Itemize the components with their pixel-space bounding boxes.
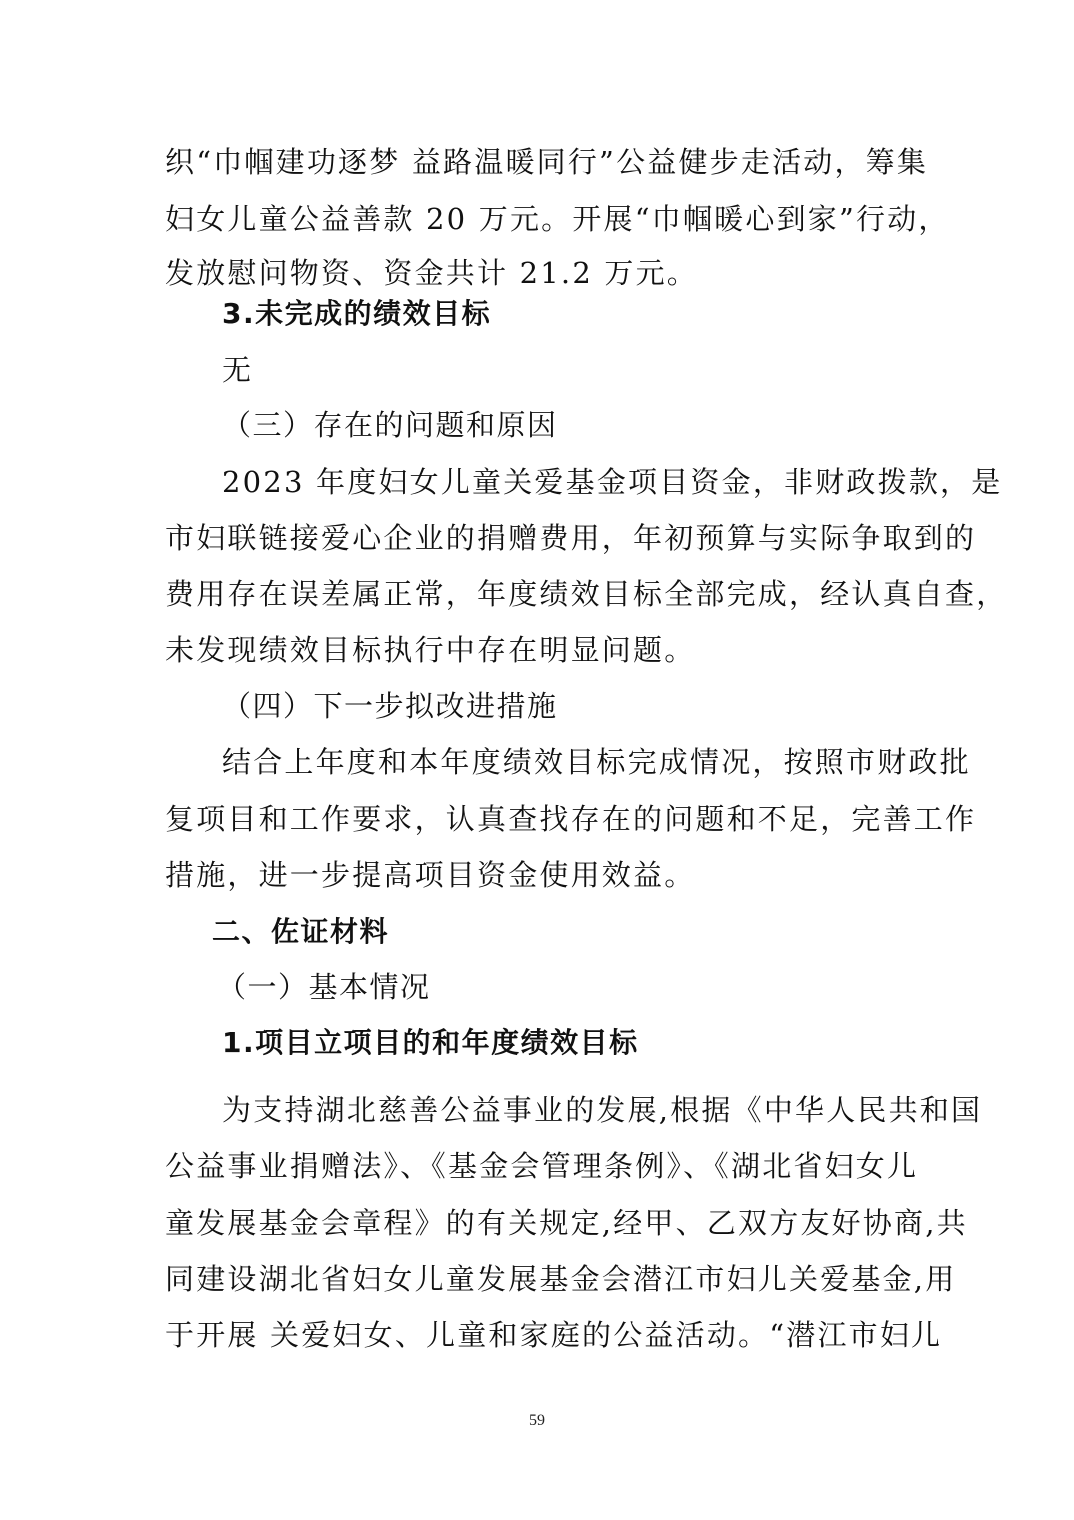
section-heading-project-goal: 1.项目立项目的和年度绩效目标	[222, 1026, 639, 1059]
body-line: 未发现绩效目标执行中存在明显问题。	[165, 633, 696, 667]
body-line: 妇女儿童公益善款 20 万元。开展“巾帼暖心到家”行动，	[165, 202, 950, 236]
body-line: 于开展 关爱妇女、儿童和家庭的公益活动。“潜江市妇儿	[165, 1318, 943, 1352]
body-line: 发放慰问物资、资金共计 21.2 万元。	[165, 256, 699, 290]
body-line: 为支持湖北慈善公益事业的发展,根据《中华人民共和国	[222, 1093, 983, 1127]
body-line: 市妇联链接爱心企业的捐赠费用，年初预算与实际争取到的	[165, 521, 977, 555]
body-line: 复项目和工作要求，认真查找存在的问题和不足，完善工作	[165, 802, 977, 836]
body-line: 织“巾帼建功逐梦 益路温暖同行”公益健步走活动，筹集	[165, 145, 929, 179]
section-heading-evidence: 二、佐证材料	[212, 915, 390, 948]
section-heading-problems: （三）存在的问题和原因	[222, 408, 558, 442]
body-line: 童发展基金会章程》的有关规定,经甲、乙双方友好协商,共	[165, 1206, 968, 1240]
body-line: 2023 年度妇女儿童关爱基金项目资金，非财政拨款，是	[222, 465, 1003, 499]
body-line: 结合上年度和本年度绩效目标完成情况，按照市财政批	[222, 745, 971, 779]
body-line: 公益事业捐赠法》、《基金会管理条例》、《湖北省妇女儿	[165, 1149, 919, 1183]
body-line: 措施，进一步提高项目资金使用效益。	[165, 858, 696, 892]
section-heading-next-steps: （四）下一步拟改进措施	[222, 689, 558, 723]
body-line: 无	[222, 353, 254, 387]
section-heading-basic-info: （一）基本情况	[217, 970, 431, 1004]
body-line: 同建设湖北省妇女儿童发展基金会潜江市妇儿关爱基金,用	[165, 1262, 957, 1296]
body-line: 费用存在误差属正常，年度绩效目标全部完成，经认真自查，	[165, 577, 1008, 611]
page-number: 59	[529, 1412, 545, 1429]
section-heading-unfinished-goals: 3.未完成的绩效目标	[222, 297, 492, 330]
